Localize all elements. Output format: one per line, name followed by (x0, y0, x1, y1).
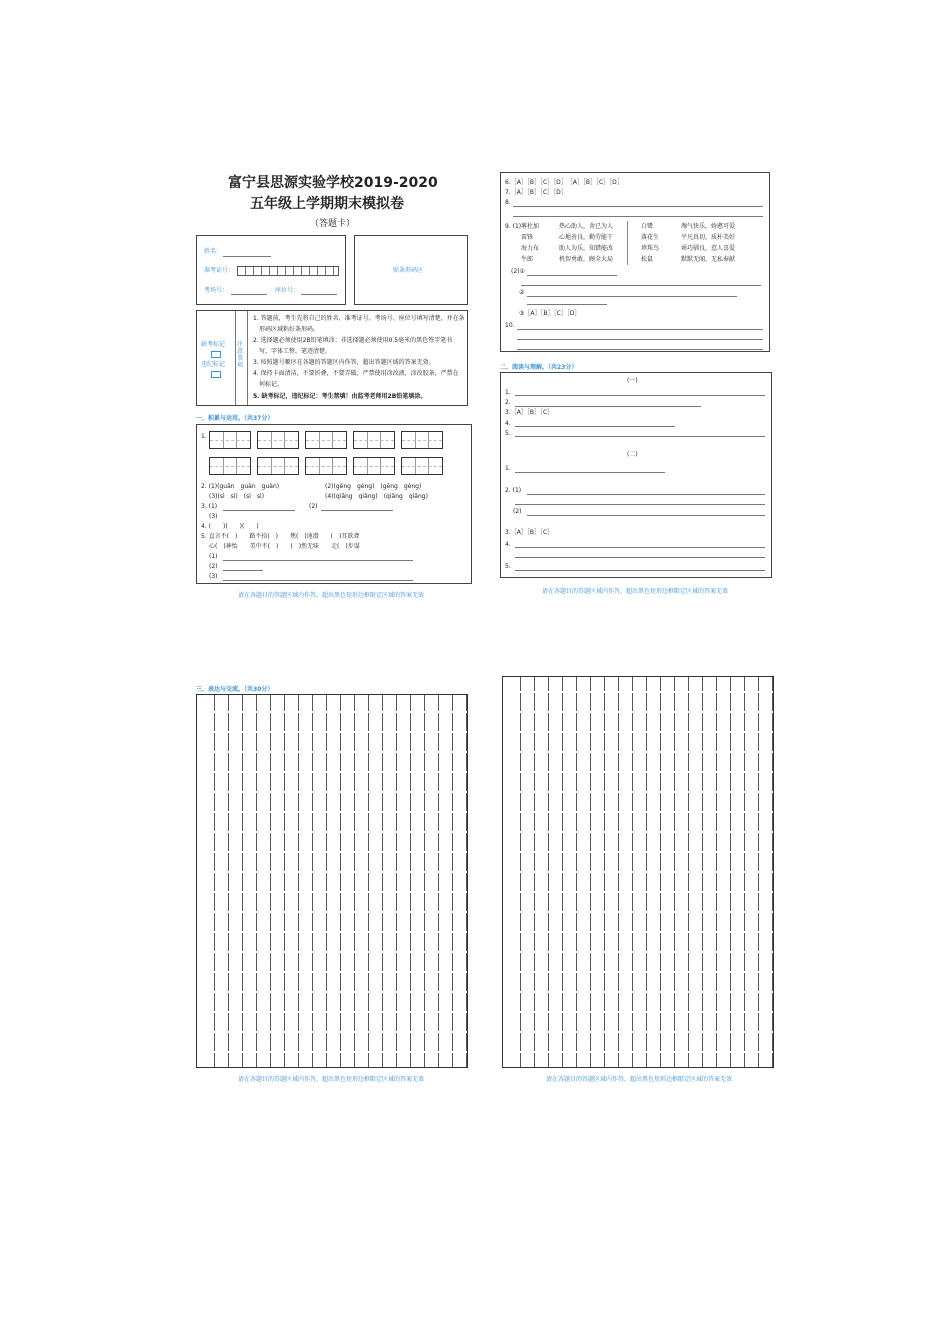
char-box[interactable] (305, 457, 347, 475)
note-line: 写，字体工整，笔迹清楚。 (259, 348, 332, 355)
answer-line[interactable] (527, 296, 737, 297)
q9-2-line: (2)① (511, 268, 525, 275)
exam-subtitle: （答题卡） (310, 219, 356, 229)
s2: 2. (1) (505, 487, 522, 494)
page2-footer: 请在各题目的答题区域内作答，超出黑色矩形边框限定区域的答案无效 (542, 588, 729, 595)
s4: 4. (505, 541, 511, 548)
answer-line[interactable] (513, 206, 763, 207)
page4-footer: 请在各题目的答题区域内作答，超出黑色矩形边框限定区域的答案无效 (546, 1076, 733, 1083)
ticket-label: 准考证号： (204, 267, 235, 274)
answer-line[interactable] (223, 570, 263, 571)
q2-line-d: (4)(qiāng qiǎng) (qiǎng qiāng) (325, 493, 428, 500)
answer-line[interactable] (517, 339, 763, 340)
q5-line-c: (1) (209, 553, 218, 560)
match-left: 牛郎 (521, 256, 534, 263)
answer-line[interactable] (521, 285, 761, 286)
exam-title-line1: 富宁县思源实验学校2019-2020 (228, 175, 438, 191)
match-mid: 助人为乐，知错能改 (559, 245, 614, 252)
page3-footer: 请在各题目的答题区域内作答，超出黑色矩形边框限定区域的答案无效 (238, 1076, 425, 1083)
r3: 3.［A］［B］［C］ (505, 409, 554, 416)
note-line: 2. 选择题必须使用2B铅笔填涂；非选择题必须使用0.5毫米的黑色签字笔书 (253, 337, 453, 344)
violation-mark-box[interactable] (211, 371, 221, 378)
q3-line-3: (3) (209, 513, 218, 520)
answer-line[interactable] (515, 436, 765, 437)
notes-divider-2 (247, 311, 248, 405)
q1-number: 1. (201, 433, 207, 440)
notes-box (196, 310, 468, 406)
s1: 1. (505, 465, 511, 472)
q6-line: 6.［A］［B］［C］［D］ ［A］［B］［C］［D］ (505, 179, 623, 186)
char-box[interactable] (257, 457, 299, 475)
char-box[interactable] (257, 431, 299, 449)
exam-title-line2: 五年级上学期期末模拟卷 (250, 196, 404, 212)
q9-4-line: ③［A］［B］［C］［D］ (519, 310, 581, 317)
section2-heading: 二、阅读与理解。（共23分） (500, 364, 578, 371)
answer-line[interactable] (515, 570, 765, 571)
char-box[interactable] (209, 457, 251, 475)
q9-3-line: ② (519, 289, 525, 296)
match-right-b: 平凡真切，质朴美好 (681, 234, 736, 241)
student-info-box (196, 235, 346, 305)
char-box[interactable] (401, 431, 443, 449)
composition-grid-left[interactable] (196, 694, 468, 1068)
section1-heading: 一、积累与运用。（共37分） (196, 415, 274, 422)
name-field[interactable] (223, 256, 271, 257)
r5: 5. (505, 430, 511, 437)
match-right-b: 默默无闻，无私奉献 (681, 256, 736, 263)
q5-line-a: 5. 直言不( ) 路不拾( ) 焦( )速潜 ( )耳欲聋 (201, 533, 360, 540)
char-box[interactable] (209, 431, 251, 449)
reading-part-2: (二) (627, 451, 638, 458)
match-right-a: 松鼠 (641, 256, 654, 263)
note-line: 1. 答题前，考生先将自己的姓名、准考证号、考场号、座位号填写清楚，并在条 (253, 315, 465, 322)
answer-line[interactable] (515, 547, 765, 548)
answer-line[interactable] (223, 510, 295, 511)
answer-line[interactable] (527, 515, 765, 516)
match-mid: 机智勇敢，顾全大局 (559, 256, 614, 263)
q4-line: 4. ( )( )( ) (201, 523, 259, 530)
r4: 4. (505, 420, 511, 427)
note-line: 5. 缺考标记，违纪标记：考生禁填！由监考老师用2B铅笔填涂。 (253, 393, 427, 400)
composition-grid-right[interactable] (502, 676, 774, 1068)
q9-line: 9. (1) (505, 223, 522, 230)
answer-line[interactable] (515, 406, 701, 407)
q2-line-c: (3)(sì sì) (sì sì) (209, 493, 265, 500)
q3-line-2: (2) (309, 503, 318, 510)
answer-line[interactable] (515, 426, 675, 427)
barcode-area (354, 235, 468, 305)
s5: 5. (505, 563, 511, 570)
room-label: 考场号： (204, 287, 229, 294)
page2-top-box (500, 172, 770, 352)
answer-line[interactable] (527, 494, 765, 495)
q3-line-1: 3. (1) (201, 503, 218, 510)
match-right-a: 白鹭 (641, 223, 654, 230)
answer-line[interactable] (515, 395, 765, 396)
char-box[interactable] (305, 431, 347, 449)
answer-line[interactable] (517, 329, 763, 330)
answer-line[interactable] (515, 504, 765, 505)
page2-reading-box (500, 372, 772, 578)
match-right-a: 落花生 (641, 234, 660, 241)
note-line: 3. 按照题号顺序在各题的答题区内作答，超出答题区域的答案无效。 (253, 359, 435, 366)
section1-answer-box (196, 424, 472, 584)
char-box[interactable] (401, 457, 443, 475)
ticket-number-boxes[interactable] (237, 266, 339, 276)
char-box[interactable] (353, 457, 395, 475)
match-mid: 心地善良，勤劳能干 (559, 234, 614, 241)
room-field[interactable] (231, 294, 267, 295)
reading-part-1: (一) (627, 377, 638, 384)
answer-line[interactable] (517, 349, 763, 350)
note-line: 何标记。 (259, 381, 284, 388)
answer-line[interactable] (527, 304, 607, 305)
q2-line-b: (2)(gēng gèng) (gēng gèng) (325, 483, 422, 490)
s2b: (2) (513, 508, 522, 515)
q8-line: 8. (505, 199, 511, 206)
match-right-b: 淘气快乐，娇憨可爱 (681, 223, 736, 230)
absent-mark-box[interactable] (211, 351, 221, 358)
note-line: 形码区域粘好条形码。 (259, 326, 320, 333)
q2-line-a: 2. (1)(guān guàn guàn) (201, 483, 280, 490)
answer-line[interactable] (515, 472, 665, 473)
q5-line-d: (2) (209, 563, 218, 570)
match-right-b: 乖巧驯良，惹人喜爱 (681, 245, 736, 252)
q7-line: 7.［A］［B］［C］［D］ (505, 189, 567, 196)
violation-mark-label: 违纪标记 (201, 361, 226, 368)
answer-line[interactable] (223, 560, 413, 561)
match-left: 雷锋 (521, 234, 534, 241)
q5-line-e: (3) (209, 573, 218, 580)
answer-line[interactable] (515, 557, 765, 558)
match-left: 海力布 (521, 245, 540, 252)
match-right-a: 珍珠鸟 (641, 245, 660, 252)
s3: 3.［A］［B］［C］ (505, 529, 554, 536)
q10-line: 10. (505, 322, 515, 329)
r1: 1. (505, 389, 511, 396)
answer-line[interactable] (527, 275, 617, 276)
q5-line-b: 心( )神怡 美中不( ) ( )然无味 走( )步谋 (209, 543, 360, 550)
name-label: 姓名： (204, 248, 223, 255)
seat-field[interactable] (301, 294, 337, 295)
seat-label: 座位号： (275, 287, 300, 294)
match-divider (627, 221, 628, 265)
notes-title: 注意事项 (237, 341, 244, 369)
answer-line[interactable] (513, 216, 763, 217)
answer-line[interactable] (321, 510, 393, 511)
match-mid: 热心助人，舍已为人 (559, 223, 614, 230)
note-line: 4. 保持卡面清洁，不要折叠，不要弄破，严禁使用涂改液，涂改胶条，严禁在 (253, 370, 459, 377)
absent-mark-label: 缺考标记 (201, 341, 226, 348)
page1-footer: 请在各题目的答题区域内作答，超出黑色矩形边框限定区域的答案无效 (238, 592, 425, 599)
match-left: 雾杜加 (521, 223, 540, 230)
barcode-label: 贴条形码区 (393, 267, 424, 274)
char-box[interactable] (353, 431, 395, 449)
section3-heading: 三、表达与交流。（共30分） (196, 686, 274, 693)
answer-line[interactable] (223, 580, 413, 581)
r2: 2. (505, 399, 511, 406)
notes-divider (235, 311, 236, 405)
